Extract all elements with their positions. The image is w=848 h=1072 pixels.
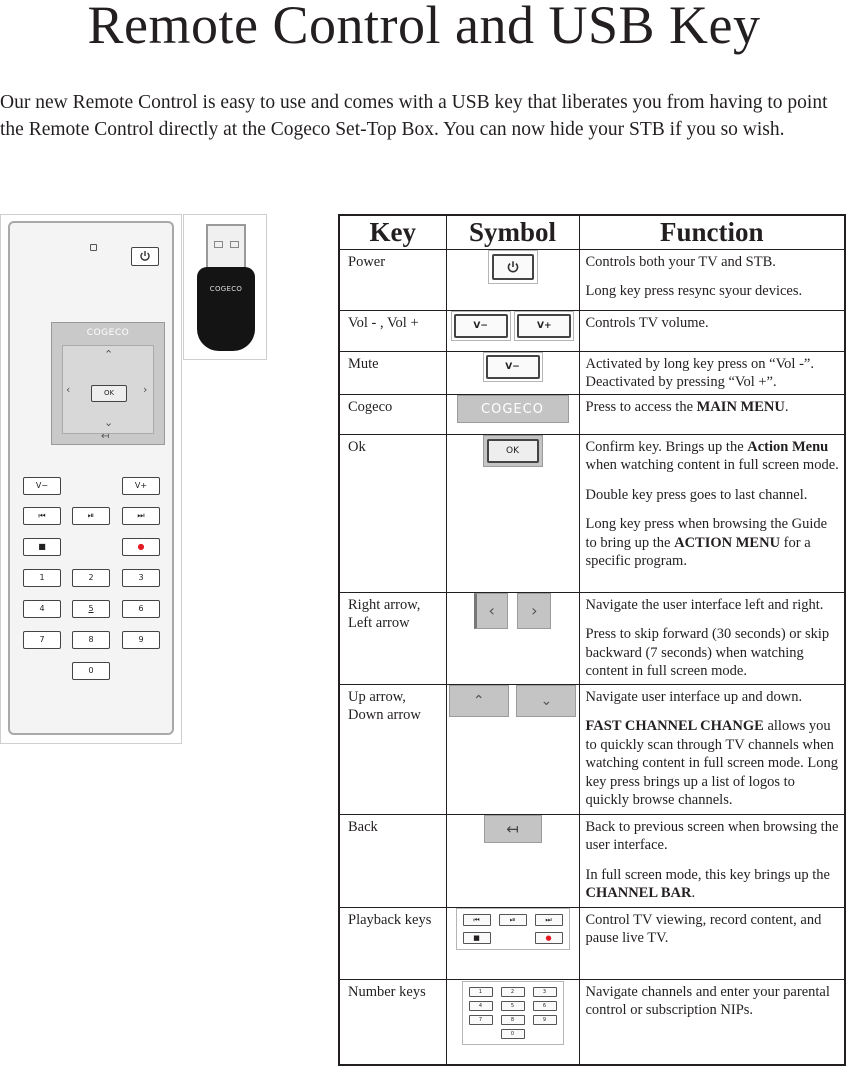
number-key: 8 xyxy=(72,631,110,649)
remote-control-image xyxy=(0,214,182,744)
playback-keys-icons xyxy=(456,908,570,950)
key-function-table xyxy=(338,214,846,1066)
key-cell: Power xyxy=(339,249,446,310)
remote-record-button: ● xyxy=(122,538,160,556)
number-key: 1 xyxy=(23,569,61,587)
symbol-cell xyxy=(446,394,579,434)
function-cell: Control TV viewing, record content, and pause live TV. xyxy=(579,907,845,979)
right-arrow-icon: › xyxy=(143,383,148,396)
down-arrow-icon: ⌄ xyxy=(104,416,114,429)
function-cell: Activated by long key press on “Vol -”. Deactivated by pressing “Vol +”. xyxy=(579,351,845,394)
number-key: 3 xyxy=(122,569,160,587)
intro-paragraph: Our new Remote Control is easy to use and comes with a USB key that liberates you from having to point the Remote Control directly at the Cogeco Set-Top Box. You can now hide your STB if you so wish. xyxy=(0,92,828,140)
table-row xyxy=(339,310,845,351)
remote-power-button xyxy=(131,247,159,266)
key-cell: Back xyxy=(339,814,446,907)
led-indicator xyxy=(90,244,97,251)
usb-body xyxy=(197,267,255,351)
header-symbol: Symbol xyxy=(446,215,579,249)
symbol-cell xyxy=(446,592,579,684)
table-row xyxy=(339,394,845,434)
usb-key-image xyxy=(183,214,267,360)
table-row xyxy=(339,979,845,1065)
back-arrow-icon: ↤ xyxy=(484,815,542,843)
symbol-cell xyxy=(446,907,579,979)
key-cell: Up arrow, Down arrow xyxy=(339,684,446,814)
number-key: 9 xyxy=(122,631,160,649)
remote-navigation-area xyxy=(51,322,165,445)
header-key: Key xyxy=(339,215,446,249)
symbol-cell xyxy=(446,814,579,907)
function-cell: Navigate the user interface left and right. Press to skip forward (30 seconds) or skip backward (7 seconds) when watching content in full screen mode. xyxy=(579,592,845,684)
remote-stop-button: ■ xyxy=(23,538,61,556)
number-key: 7 xyxy=(23,631,61,649)
table-row xyxy=(339,351,845,394)
power-icon xyxy=(492,254,534,280)
table-row xyxy=(339,249,845,310)
remote-forward-button: ⏭ xyxy=(122,507,160,525)
key-cell: Vol - , Vol + xyxy=(339,310,446,351)
table-row xyxy=(339,592,845,684)
mute-icon: V− xyxy=(486,355,540,379)
remote-dpad xyxy=(62,345,154,434)
function-cell: Press to access the MAIN MENU. xyxy=(579,394,845,434)
key-cell: Playback keys xyxy=(339,907,446,979)
number-keys-icons: 1 2 3 4 5 6 7 8 9 0 xyxy=(462,981,564,1045)
down-arrow-icon: ⌄ xyxy=(516,685,576,717)
table-row xyxy=(339,907,845,979)
remote-cogeco-logo: COGECO xyxy=(86,328,130,338)
usb-cogeco-logo: COGECO xyxy=(209,285,243,293)
remote-vol-plus: V+ xyxy=(122,477,160,495)
number-key: 6 xyxy=(122,600,160,618)
page-title: Remote Control and USB Key xyxy=(87,0,761,55)
stop-icon: ■ xyxy=(463,932,491,944)
back-arrow-icon: ↤ xyxy=(101,431,110,442)
power-icon xyxy=(138,249,152,263)
table-header-row xyxy=(339,215,845,249)
key-cell: Cogeco xyxy=(339,394,446,434)
function-cell: Back to previous screen when browsing the user interface. In full screen mode, this key brings up the CHANNEL BAR. xyxy=(579,814,845,907)
record-icon: ● xyxy=(535,932,563,944)
up-arrow-icon: ⌃ xyxy=(449,685,509,717)
header-function: Function xyxy=(579,215,845,249)
number-key: 5 xyxy=(72,600,110,618)
up-arrow-icon: ⌃ xyxy=(104,348,114,361)
table-row xyxy=(339,434,845,592)
left-arrow-icon: ‹ xyxy=(474,593,508,629)
function-cell: Confirm key. Brings up the Action Menu when watching content in full screen mode. Double key press goes to last channel. Long key press when browsing the Guide to bring up the ACTION MENU for a specific program. xyxy=(579,434,845,592)
symbol-cell xyxy=(446,249,579,310)
left-arrow-icon: ‹ xyxy=(66,383,71,396)
fast-forward-icon: ⏭ xyxy=(535,914,563,926)
function-cell: Navigate user interface up and down. FAST CHANNEL CHANGE allows you to quickly scan through TV channels when watching content in full screen mode. Long key press brings up a list of logos to quickly browse channels. xyxy=(579,684,845,814)
key-cell: Number keys xyxy=(339,979,446,1065)
symbol-cell xyxy=(446,310,579,351)
symbol-cell xyxy=(446,979,579,1065)
function-cell: Controls TV volume. xyxy=(579,310,845,351)
table-row xyxy=(339,814,845,907)
rewind-icon: ⏮ xyxy=(463,914,491,926)
key-cell: Right arrow, Left arrow xyxy=(339,592,446,684)
vol-plus-icon: V+ xyxy=(517,314,571,338)
key-cell: Mute xyxy=(339,351,446,394)
key-cell: Ok xyxy=(339,434,446,592)
symbol-cell xyxy=(446,684,579,814)
right-arrow-icon: › xyxy=(517,593,551,629)
function-cell: Navigate channels and enter your parental control or subscription NIPs. xyxy=(579,979,845,1065)
play-pause-icon: ⏯ xyxy=(499,914,527,926)
number-key: 2 xyxy=(72,569,110,587)
symbol-cell xyxy=(446,351,579,394)
ok-icon: OK xyxy=(487,439,539,463)
remote-play-pause-button: ⏯ xyxy=(72,507,110,525)
cogeco-logo-icon: COGECO xyxy=(457,395,569,423)
symbol-cell xyxy=(446,434,579,592)
vol-minus-icon: V− xyxy=(454,314,508,338)
table-row xyxy=(339,684,845,814)
remote-vol-minus: V− xyxy=(23,477,61,495)
number-key: 0 xyxy=(72,662,110,680)
remote-ok-button: OK xyxy=(91,385,127,402)
number-key: 4 xyxy=(23,600,61,618)
remote-rewind-button: ⏮ xyxy=(23,507,61,525)
function-cell: Controls both your TV and STB. Long key press resync syour devices. xyxy=(579,249,845,310)
